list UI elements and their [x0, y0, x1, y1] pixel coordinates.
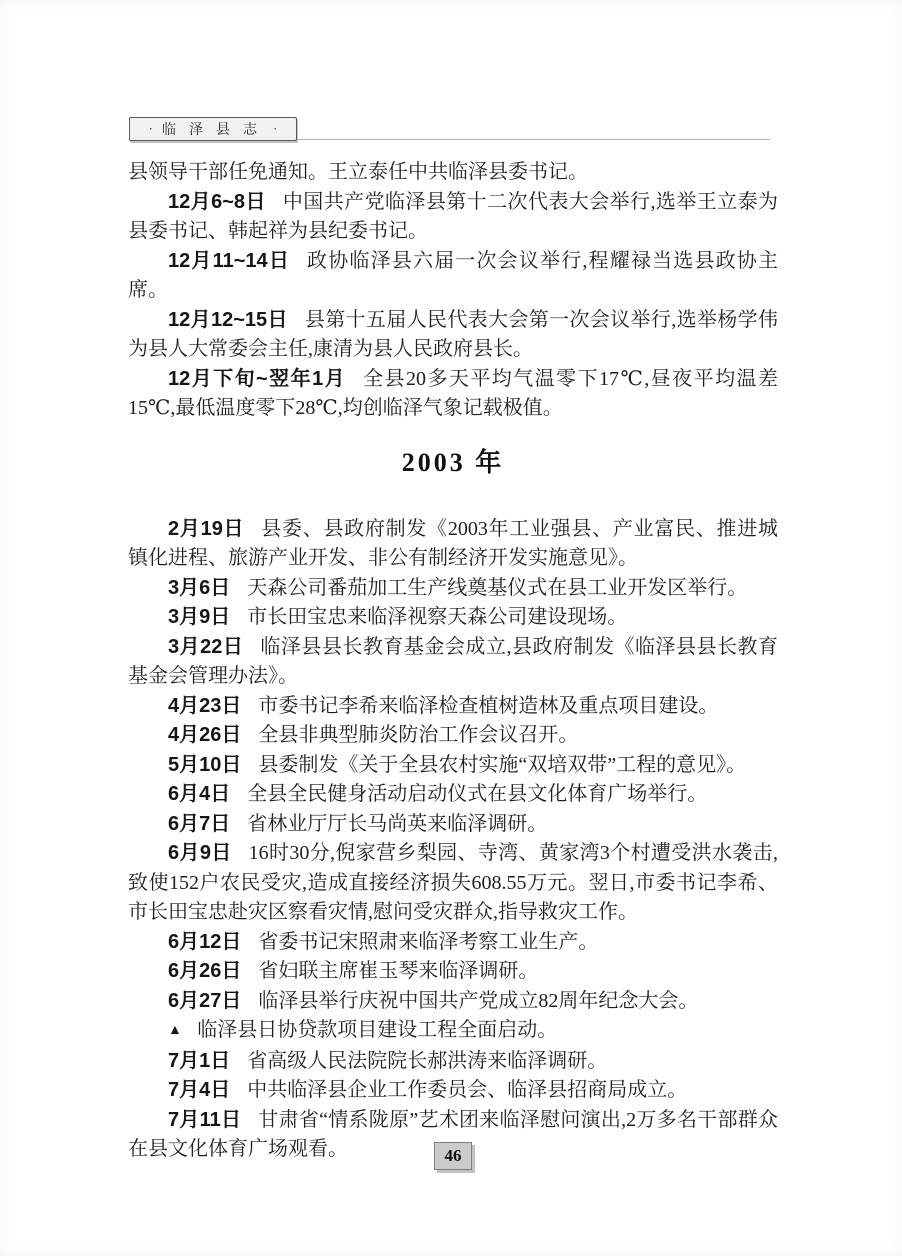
entry-text: 县第十五届人民代表大会第一次会议举行,选举杨学伟为县人大常委会主任,康清为县人民政府县长。 — [128, 308, 779, 360]
entry-text: 市委书记李希来临泽检查植树造林及重点项目建设。 — [258, 694, 719, 717]
entry-text: 省委书记宋照肃来临泽考察工业生产。 — [258, 930, 599, 953]
entries-2002 — [128, 188, 778, 424]
entries-2003 — [128, 515, 778, 1165]
year-heading: 2003 年 — [401, 447, 505, 477]
entry-text: 县委制发《关于全县农村实施“双培双带”工程的意见》。 — [258, 753, 747, 776]
entry-date: 6月12日 — [168, 930, 242, 953]
entry-text: 临泽县举行庆祝中国共产党成立82周年纪念大会。 — [258, 989, 699, 1012]
header-rule — [297, 139, 770, 140]
entry-text: 16时30分,倪家营乡梨园、寺湾、黄家湾3个村遭受洪水袭击,致使152户农民受灾,造成直接经济损失608.55万元。翌日,市委书记李希、市长田宝忠赴灾区察看灾情,慰问受灾群众,指导救灾工作。 — [128, 842, 779, 923]
chronicle-entry — [128, 721, 778, 751]
chronicle-entry — [128, 810, 778, 840]
entry-date: 6月9日 — [168, 842, 232, 864]
chronicle-entry — [128, 780, 778, 810]
entry-text: 市长田宝忠来临泽视察天森公司建设现场。 — [247, 606, 628, 628]
entry-text: 政协临泽县六届一次会议举行,程耀禄当选县政协主席。 — [128, 249, 778, 301]
entry-date: 4月26日 — [168, 724, 242, 746]
entry-date: 4月23日 — [168, 694, 242, 717]
chronicle-entry — [128, 633, 778, 692]
entry-text: 中共临泽县企业工作委员会、临泽县招商局成立。 — [247, 1079, 688, 1101]
continuation-paragraph: 县领导干部任免通知。王立泰任中共临泽县委书记。 — [128, 161, 588, 183]
entry-text: 中国共产党临泽县第十二次代表大会举行,选举王立泰为县委书记、韩起祥为县纪委书记。 — [128, 190, 779, 242]
entry-text: 临泽县日协贷款项目建设工程全面启动。 — [197, 1019, 558, 1041]
entry-date: 7月1日 — [168, 1049, 231, 1072]
entry-date: 12月下旬~翌年1月 — [168, 367, 347, 390]
entry-text: 全县20多天平均气温零下17℃,昼夜平均温差15℃,最低温度零下28℃,均创临泽气象记载极值。 — [128, 367, 778, 419]
chronicle-entry — [128, 1016, 778, 1047]
running-head-right-dot: · — [273, 121, 278, 136]
chronicle-entry — [128, 247, 778, 306]
page-number: 46 — [444, 1146, 462, 1165]
chronicle-entry — [128, 751, 778, 781]
triangle-bullet-icon: ▲ — [168, 1021, 182, 1037]
entry-date: 12月11~14日 — [168, 249, 291, 272]
entry-text: 甘肃省“情系陇原”艺术团来临泽慰问演出,2万多名干部群众在县文化体育广场观看。 — [128, 1108, 778, 1160]
chronicle-entry — [128, 365, 778, 424]
entry-date: 6月26日 — [168, 960, 242, 982]
entry-text: 全县全民健身活动启动仪式在县文化体育广场举行。 — [247, 783, 708, 805]
page-content — [128, 158, 778, 1165]
entry-text: 省高级人民法院院长郝洪涛来临泽调研。 — [247, 1049, 608, 1072]
entry-date: 6月4日 — [168, 783, 231, 805]
entry-text: 临泽县县长教育基金会成立,县政府制发《临泽县县长教育基金会管理办法》。 — [128, 635, 778, 687]
chronicle-entry — [128, 1047, 778, 1077]
chronicle-entry — [128, 987, 778, 1017]
entry-date: 3月6日 — [168, 576, 231, 599]
chronicle-entry — [128, 574, 778, 604]
running-head-box — [129, 117, 297, 141]
entry-date: 3月22日 — [168, 635, 244, 658]
entry-date: 7月11日 — [168, 1108, 242, 1131]
entry-date: 3月9日 — [168, 606, 231, 628]
entry-text: 全县非典型肺炎防治工作会议召开。 — [258, 724, 579, 746]
entry-text: 省妇联主席崔玉琴来临泽调研。 — [258, 960, 539, 982]
entry-date: 6月7日 — [168, 812, 231, 835]
entry-text: 天森公司番茄加工生产线奠基仪式在县工业开发区举行。 — [247, 576, 748, 599]
page-number-box — [434, 1142, 472, 1170]
entry-date: 2月19日 — [168, 517, 245, 540]
chronicle-entry — [128, 515, 778, 574]
entry-date: 7月4日 — [168, 1079, 231, 1101]
entry-date: 12月6~8日 — [168, 190, 266, 213]
chronicle-entry — [128, 188, 778, 247]
entry-date: 5月10日 — [168, 753, 242, 776]
booklet-title: 临泽县志 — [162, 123, 270, 138]
entry-text: 县委、县政府制发《2003年工业强县、产业富民、推进城镇化进程、旅游产业开发、非公有制经济开发实施意见》。 — [128, 517, 778, 569]
chronicle-entry — [128, 603, 778, 633]
running-head-left-dot: · — [148, 121, 153, 136]
entry-date: 12月12~15日 — [168, 308, 288, 331]
entry-text: 省林业厅厅长马尚英来临泽调研。 — [247, 812, 548, 835]
chronicle-entry — [128, 306, 778, 365]
chronicle-entry — [128, 928, 778, 958]
chronicle-entry — [128, 839, 778, 928]
chronicle-entry — [128, 957, 778, 987]
entry-date: 6月27日 — [168, 989, 242, 1012]
chronicle-entry — [128, 692, 778, 722]
chronicle-entry — [128, 1076, 778, 1106]
